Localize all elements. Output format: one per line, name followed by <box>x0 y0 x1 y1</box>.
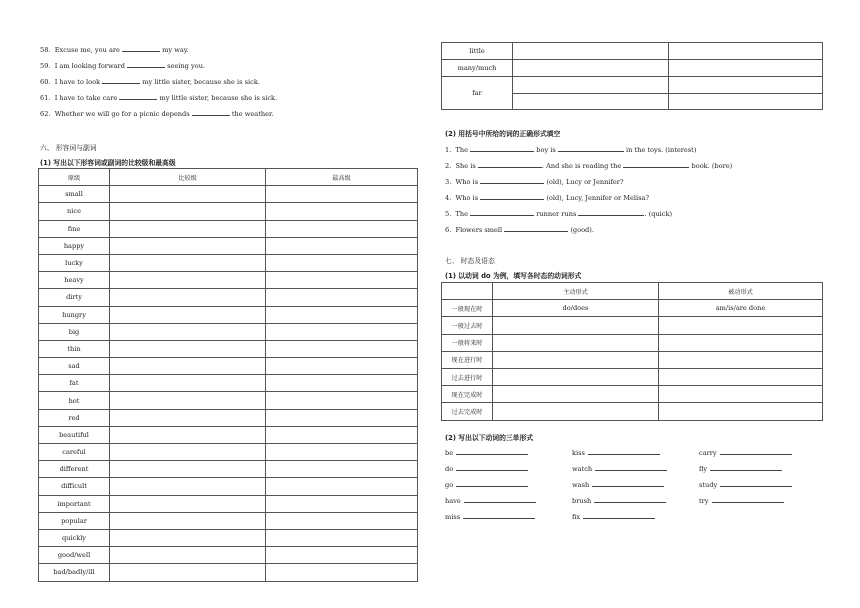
fill-in-item-4: 4. Who is (old), Lucy, Jennifer or Melisa? <box>445 194 649 202</box>
table-row <box>442 60 823 77</box>
answer-blank[interactable] <box>720 480 792 487</box>
sentence-59: 59. I am looking forward seeing you. <box>40 62 206 70</box>
table-row <box>39 392 418 409</box>
superlative-answer-cell[interactable] <box>266 203 418 220</box>
comparative-answer-cell[interactable] <box>110 512 266 529</box>
superlative-answer-cell[interactable] <box>266 340 418 357</box>
table-row <box>39 306 418 323</box>
answer-cell[interactable] <box>513 93 669 110</box>
tense-cell: 一般过去时 <box>442 317 493 334</box>
superlative-answer-cell[interactable] <box>266 547 418 564</box>
header-active: 主动形式 <box>493 283 659 300</box>
answer-blank[interactable] <box>623 161 689 168</box>
comparative-answer-cell[interactable] <box>110 289 266 306</box>
superlative-answer-cell[interactable] <box>266 289 418 306</box>
comparative-answer-cell[interactable] <box>110 203 266 220</box>
superlative-answer-cell[interactable] <box>266 529 418 546</box>
header-base-form: 原级 <box>39 169 110 186</box>
superlative-answer-cell[interactable] <box>266 237 418 254</box>
word-cell: careful <box>39 444 110 461</box>
table-row <box>39 547 418 564</box>
table-row <box>39 323 418 340</box>
answer-cell[interactable] <box>513 77 669 94</box>
tense-cell: 一般将来时 <box>442 334 493 351</box>
table-row <box>442 334 823 351</box>
answer-cell[interactable] <box>513 43 669 60</box>
table-row <box>39 529 418 546</box>
table-row <box>39 272 418 289</box>
word-cell: heavy <box>39 272 110 289</box>
word-cell: far <box>442 77 513 110</box>
superlative-answer-cell[interactable] <box>266 272 418 289</box>
verb-item <box>699 496 784 505</box>
superlative-answer-cell[interactable] <box>266 323 418 340</box>
answer-blank[interactable] <box>127 61 165 68</box>
word-cell: popular <box>39 512 110 529</box>
table-row <box>39 203 418 220</box>
word-cell: difficult <box>39 478 110 495</box>
superlative-answer-cell[interactable] <box>266 444 418 461</box>
comparative-answer-cell[interactable] <box>110 564 266 581</box>
verb-item <box>445 464 528 473</box>
word-cell: big <box>39 323 110 340</box>
superlative-answer-cell[interactable] <box>266 392 418 409</box>
comparative-answer-cell[interactable] <box>110 426 266 443</box>
answer-blank[interactable] <box>504 225 568 232</box>
table-row <box>39 358 418 375</box>
word-cell: sad <box>39 358 110 375</box>
verb-label: miss <box>445 513 461 521</box>
answer-blank[interactable] <box>594 496 666 503</box>
table-row <box>442 386 823 403</box>
word-cell: quickly <box>39 529 110 546</box>
answer-blank[interactable] <box>710 464 782 471</box>
word-cell: happy <box>39 237 110 254</box>
section-6-subtitle: (1) 写出以下形容词或副词的比较级和最高级 <box>40 159 176 167</box>
active-form-cell[interactable] <box>493 317 659 334</box>
word-cell: many/much <box>442 60 513 77</box>
answer-blank[interactable] <box>588 448 660 455</box>
verb-label: carry <box>699 449 717 457</box>
verb-item <box>572 480 664 489</box>
verb-label: be <box>445 449 454 457</box>
superlative-answer-cell[interactable] <box>266 186 418 203</box>
header-superlative: 最高级 <box>266 169 418 186</box>
superlative-answer-cell[interactable] <box>266 495 418 512</box>
fill-in-item-5: 5. The runner runs . (quick) <box>445 210 673 218</box>
section-7-part-2-title: (2) 写出以下动词的三单形式 <box>445 434 534 442</box>
section-6-title: 六、 形容词与副词 <box>40 144 97 152</box>
adjective-comparison-table <box>38 168 418 582</box>
verb-item <box>445 512 535 521</box>
verb-item <box>699 480 792 489</box>
sentence-61: 61. I have to take care my little sister, because she is sick. <box>40 94 278 102</box>
table-row <box>442 43 823 60</box>
superlative-answer-cell[interactable] <box>266 409 418 426</box>
active-form-cell[interactable] <box>493 334 659 351</box>
superlative-answer-cell[interactable] <box>266 564 418 581</box>
verb-label: brush <box>572 497 592 505</box>
table-row <box>442 77 823 94</box>
table-row <box>39 254 418 271</box>
comparative-answer-cell[interactable] <box>110 237 266 254</box>
table-row <box>39 237 418 254</box>
verb-item <box>445 448 528 457</box>
verb-label: study <box>699 481 718 489</box>
superlative-answer-cell[interactable] <box>266 512 418 529</box>
header-comparative: 比较级 <box>110 169 266 186</box>
adjective-table-body <box>39 186 418 581</box>
comparative-answer-cell[interactable] <box>110 254 266 271</box>
answer-blank[interactable] <box>102 77 140 84</box>
answer-cell[interactable] <box>669 60 823 77</box>
sentence-60: 60. I have to look my little sister, because she is sick. <box>40 78 260 86</box>
passive-form-cell[interactable] <box>659 368 823 385</box>
table-row <box>442 300 823 317</box>
word-cell: red <box>39 409 110 426</box>
passive-form-cell[interactable]: am/is/are done <box>659 300 823 317</box>
answer-cell[interactable] <box>669 93 823 110</box>
comparative-answer-cell[interactable] <box>110 547 266 564</box>
irregular-comparison-table <box>441 42 823 110</box>
table-row <box>39 478 418 495</box>
answer-blank[interactable] <box>456 480 528 487</box>
verb-label: fix <box>572 513 581 521</box>
word-cell: important <box>39 495 110 512</box>
header-tense <box>442 283 493 300</box>
passive-form-cell[interactable] <box>659 334 823 351</box>
header-passive: 被动形式 <box>659 283 823 300</box>
section-7-subtitle: (1) 以动词 do 为例，填写各时态的动词形式 <box>445 272 582 280</box>
verb-item <box>445 496 536 505</box>
comparative-answer-cell[interactable] <box>110 272 266 289</box>
comparative-answer-cell[interactable] <box>110 323 266 340</box>
word-cell: bad/badly/ill <box>39 564 110 581</box>
word-cell: nice <box>39 203 110 220</box>
word-cell: beautiful <box>39 426 110 443</box>
comparative-answer-cell[interactable] <box>110 495 266 512</box>
superlative-answer-cell[interactable] <box>266 426 418 443</box>
verb-label: fly <box>699 465 708 473</box>
superlative-answer-cell[interactable] <box>266 375 418 392</box>
answer-blank[interactable] <box>192 109 230 116</box>
table-row <box>39 512 418 529</box>
answer-blank[interactable] <box>480 193 544 200</box>
comparative-answer-cell[interactable] <box>110 306 266 323</box>
word-cell: little <box>442 43 513 60</box>
answer-blank[interactable] <box>583 512 655 519</box>
comparative-answer-cell[interactable] <box>110 392 266 409</box>
word-cell: hungry <box>39 306 110 323</box>
table-row <box>39 564 418 581</box>
answer-blank[interactable] <box>122 45 160 52</box>
verb-item <box>572 496 666 505</box>
answer-cell[interactable] <box>669 43 823 60</box>
table-header-row <box>39 169 418 186</box>
answer-blank[interactable] <box>119 93 157 100</box>
table-row <box>39 340 418 357</box>
tense-cell: 过去完成时 <box>442 403 493 420</box>
verb-item <box>572 464 667 473</box>
answer-blank[interactable] <box>456 464 528 471</box>
sentence-62: 62. Whether we will go for a picnic depends the weather. <box>40 110 274 118</box>
verb-label: try <box>699 497 709 505</box>
answer-blank[interactable] <box>720 448 792 455</box>
answer-blank[interactable] <box>592 480 664 487</box>
answer-cell[interactable] <box>669 77 823 94</box>
answer-blank[interactable] <box>470 209 534 216</box>
table-row <box>39 289 418 306</box>
tense-cell: 现在进行时 <box>442 351 493 368</box>
comparative-answer-cell[interactable] <box>110 461 266 478</box>
sentence-58: 58. Excuse me, you are my way. <box>40 46 189 54</box>
table-header-row <box>442 283 823 300</box>
tense-cell: 过去进行时 <box>442 368 493 385</box>
verb-label: kiss <box>572 449 585 457</box>
comparative-answer-cell[interactable] <box>110 444 266 461</box>
active-form-cell[interactable] <box>493 386 659 403</box>
passive-form-cell[interactable] <box>659 403 823 420</box>
section-6-part-2-title: (2) 用括号中所给的词的正确形式填空 <box>445 130 561 138</box>
active-form-cell[interactable] <box>493 368 659 385</box>
table-row <box>442 403 823 420</box>
passive-form-cell[interactable] <box>659 386 823 403</box>
word-cell: different <box>39 461 110 478</box>
tense-voice-table <box>441 282 823 421</box>
verb-label: wash <box>572 481 590 489</box>
verb-list <box>445 448 825 528</box>
word-cell: fine <box>39 220 110 237</box>
answer-blank[interactable] <box>480 177 544 184</box>
table-row <box>39 220 418 237</box>
comparative-answer-cell[interactable] <box>110 186 266 203</box>
passive-form-cell[interactable] <box>659 351 823 368</box>
comparative-answer-cell[interactable] <box>110 340 266 357</box>
word-cell: dirty <box>39 289 110 306</box>
comparative-answer-cell[interactable] <box>110 220 266 237</box>
table-row <box>39 461 418 478</box>
fill-in-item-6: 6. Flowers smell (good). <box>445 226 594 234</box>
word-cell: fat <box>39 375 110 392</box>
table-row <box>39 426 418 443</box>
tense-cell: 一般现在时 <box>442 300 493 317</box>
verb-label: watch <box>572 465 593 473</box>
comparative-answer-cell[interactable] <box>110 375 266 392</box>
word-cell: good/well <box>39 547 110 564</box>
superlative-answer-cell[interactable] <box>266 358 418 375</box>
comparative-answer-cell[interactable] <box>110 358 266 375</box>
answer-blank[interactable] <box>558 145 624 152</box>
word-cell: lucky <box>39 254 110 271</box>
verb-item <box>445 480 528 489</box>
verb-item <box>572 448 660 457</box>
tense-table-body <box>442 300 823 420</box>
answer-blank[interactable] <box>456 448 528 455</box>
table-row <box>442 351 823 368</box>
tense-cell: 现在完成时 <box>442 386 493 403</box>
answer-blank[interactable] <box>712 496 784 503</box>
active-form-cell[interactable]: do/does <box>493 300 659 317</box>
table-row <box>442 317 823 334</box>
passive-form-cell[interactable] <box>659 317 823 334</box>
answer-blank[interactable] <box>463 512 535 519</box>
verb-label: do <box>445 465 454 473</box>
superlative-answer-cell[interactable] <box>266 254 418 271</box>
table-row <box>39 375 418 392</box>
superlative-answer-cell[interactable] <box>266 306 418 323</box>
word-cell: thin <box>39 340 110 357</box>
active-form-cell[interactable] <box>493 403 659 420</box>
section-7-title: 七、 时态及语态 <box>445 257 495 265</box>
answer-blank[interactable] <box>470 145 534 152</box>
word-cell: small <box>39 186 110 203</box>
fill-in-item-3: 3. Who is (old), Lucy or Jennifer? <box>445 178 624 186</box>
table-row <box>39 409 418 426</box>
active-form-cell[interactable] <box>493 351 659 368</box>
fill-in-item-1: 1. The boy is in the toys. (interest) <box>445 146 697 154</box>
answer-blank[interactable] <box>478 161 542 168</box>
table-row <box>442 368 823 385</box>
word-cell: hot <box>39 392 110 409</box>
comparative-answer-cell[interactable] <box>110 478 266 495</box>
superlative-answer-cell[interactable] <box>266 220 418 237</box>
answer-blank[interactable] <box>595 464 667 471</box>
answer-blank[interactable] <box>578 209 644 216</box>
verb-label: have <box>445 497 461 505</box>
table-row <box>39 186 418 203</box>
verb-label: go <box>445 481 454 489</box>
verb-item <box>572 512 655 521</box>
superlative-answer-cell[interactable] <box>266 478 418 495</box>
table-row <box>39 495 418 512</box>
answer-cell[interactable] <box>513 60 669 77</box>
answer-blank[interactable] <box>464 496 536 503</box>
comparative-answer-cell[interactable] <box>110 409 266 426</box>
verb-item <box>699 464 782 473</box>
fill-in-item-2: 2. She is . And she is reading the book. (bore) <box>445 162 733 170</box>
superlative-answer-cell[interactable] <box>266 461 418 478</box>
table-row <box>39 444 418 461</box>
verb-item <box>699 448 792 457</box>
comparative-answer-cell[interactable] <box>110 529 266 546</box>
